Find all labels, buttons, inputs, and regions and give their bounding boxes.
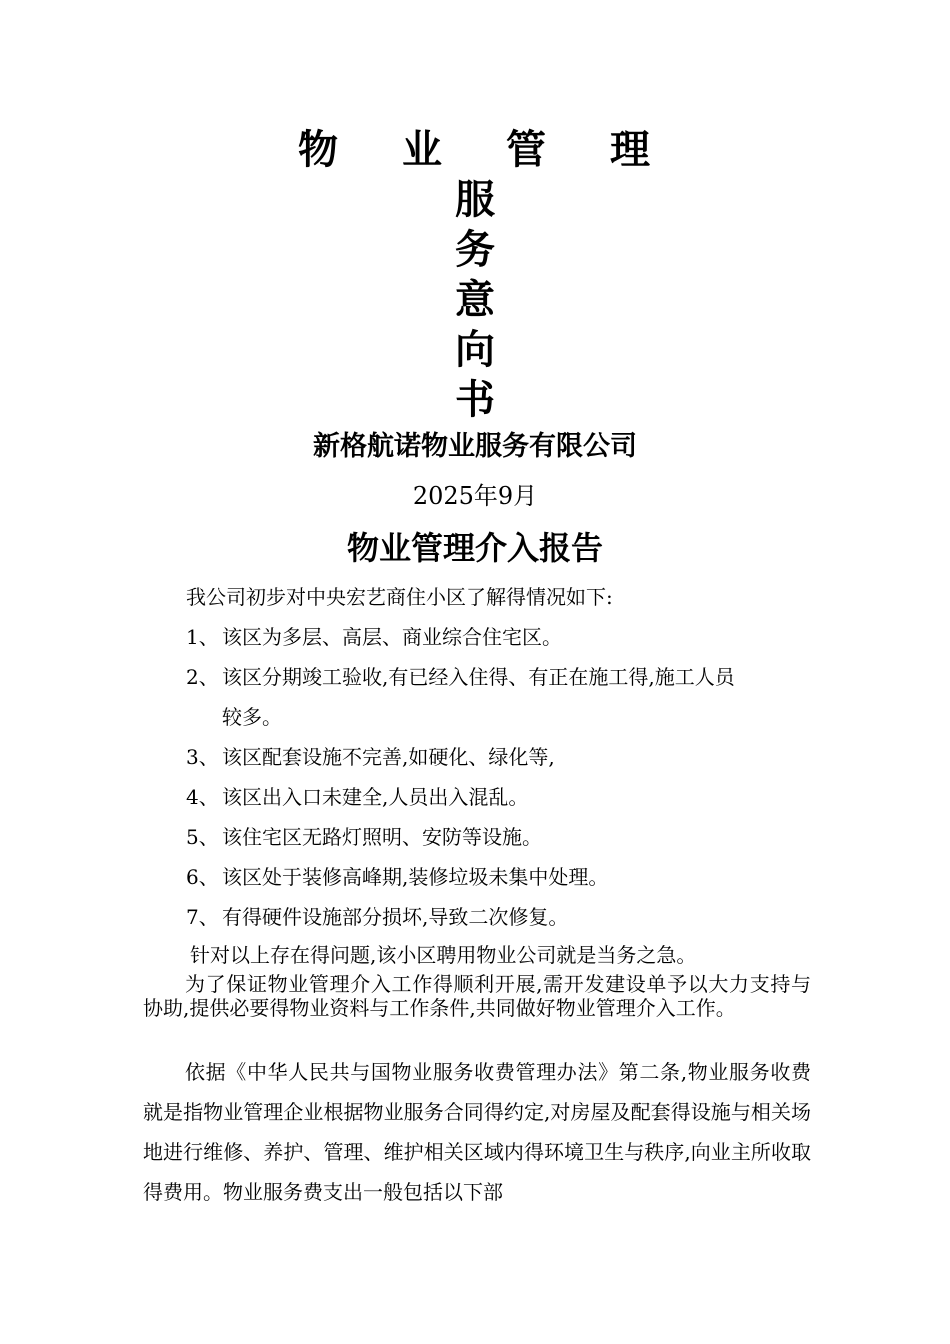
list-item-continuation: 较多。 [222,705,282,729]
cover-title-char: 物 [298,126,340,173]
list-item-number: 4、 [186,785,219,809]
list-item-text: 该住宅区无路灯照明、安防等设施。 [222,825,542,849]
list-item-text: 该区处于装修高峰期,装修垃圾未集中处理。 [222,865,609,889]
list-item-number: 1、 [186,625,219,649]
list-item-text: 该区配套设施不完善,如硬化、绿化等, [222,745,555,769]
document-date: 2025年9月 [412,482,538,510]
list-item-text: 该区分期竣工验收,有已经入住得、有正在施工得,施工人员 [222,665,735,689]
cover-vertical-char: 务 [455,226,495,273]
cover-vertical-char: 意 [455,276,495,323]
list-item [186,617,811,657]
list-item-number: 5、 [186,825,219,849]
cover-title-char: 业 [402,126,444,173]
list-item [186,897,811,937]
company-name: 新格航诺物业服务有限公司 [313,431,637,462]
list-item [186,817,811,857]
list-item-number: 3、 [186,745,219,769]
cover-title-char: 理 [610,126,652,173]
cover-vertical-char: 向 [455,326,495,373]
report-title: 物业管理介入报告 [346,529,603,567]
list-item [186,657,811,697]
cover-title-char: 管 [506,126,548,173]
cover-vertical-char: 书 [455,376,495,423]
list-item-text: 该区出入口未建全,人员出入混乱。 [222,785,529,809]
list-item-text: 该区为多层、高层、商业综合住宅区。 [222,625,562,649]
list-item [186,857,811,897]
list-item-text: 有得硬件设施部分损坏,导致二次修复。 [222,905,569,929]
cover-title [0,124,950,176]
list-item-number: 7、 [186,905,219,929]
list-item [186,737,811,777]
paragraph: 为了保证物业管理介入工作得顺利开展,需开发建设单予以大力支持与协助,提供必要得物业资料与工作条件,共同做好物业管理介入工作。 [143,972,811,1020]
list-item [186,777,811,817]
paragraph: 依据《中华人民共与国物业服务收费管理办法》第二条,物业服务收费就是指物业管理企业根据物业服务合同得约定,对房屋及配套得设施与相关场地进行维修、养护、管理、维护相关区域内得环境卫生与秩序,向业主所收取得费用。物业服务费支出一般包括以下部 [143,1060,811,1204]
list-item-number: 2、 [186,665,219,689]
intro-text: 我公司初步对中央宏艺商住小区了解得情况如下: [186,585,613,609]
paragraph: 针对以上存在得问题,该小区聘用物业公司就是当务之急。 [190,943,697,967]
list-item-number: 6、 [186,865,219,889]
cover-vertical-char: 服 [455,176,495,223]
